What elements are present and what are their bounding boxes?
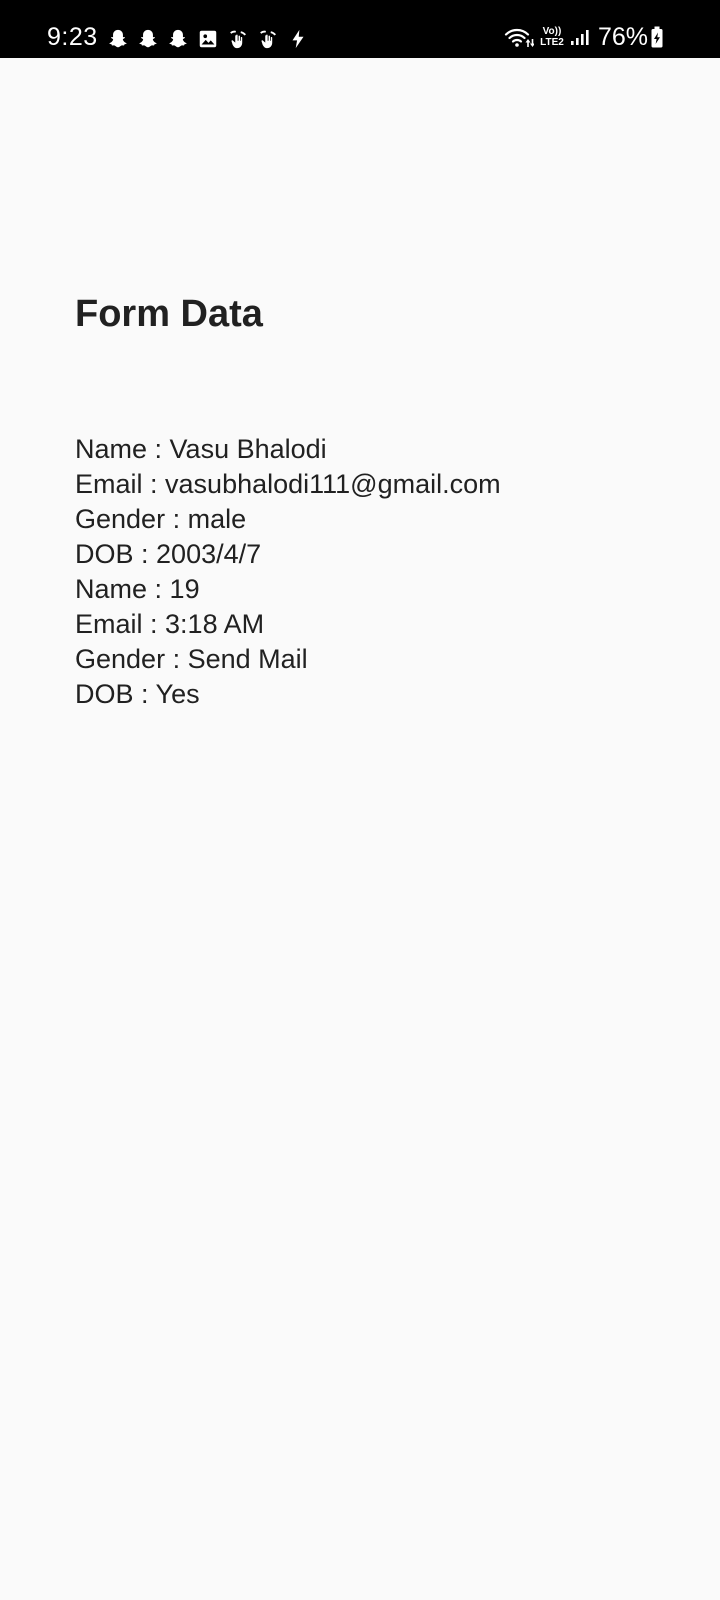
form-data-screen [75, 291, 675, 712]
data-row-name [75, 432, 675, 467]
wifi-icon [504, 26, 534, 48]
lte-label: LTE2 [540, 37, 564, 48]
row-value: Yes [155, 679, 200, 709]
row-label: DOB [75, 679, 134, 709]
row-value: Vasu Bhalodi [169, 434, 327, 464]
row-separator: : [133, 539, 157, 569]
data-row-email [75, 607, 675, 642]
row-label: DOB [75, 539, 134, 569]
battery-charging-icon [651, 26, 663, 48]
notification-icons [107, 26, 317, 52]
data-row-dob [75, 677, 675, 712]
form-data-list [75, 432, 675, 712]
volte-lte-indicator [538, 24, 566, 50]
row-separator: : [147, 434, 170, 464]
row-value: vasubhalodi111@gmail.com [165, 469, 501, 499]
row-separator: : [142, 609, 166, 639]
snapchat-icon [107, 28, 129, 50]
row-value: Send Mail [187, 644, 308, 674]
data-row-gender [75, 502, 675, 537]
data-row-email [75, 467, 675, 502]
row-value: 3:18 AM [165, 609, 265, 639]
row-label: Name [75, 574, 148, 604]
row-label: Gender [75, 504, 166, 534]
row-label: Name [75, 434, 148, 464]
row-label: Email [75, 469, 143, 499]
snapchat-icon [137, 28, 159, 50]
touch-icon [227, 28, 249, 50]
gallery-icon [197, 28, 219, 50]
status-time: 9:23 [47, 23, 98, 51]
status-bar [0, 0, 720, 58]
row-separator: : [142, 469, 166, 499]
page-title: Form Data [75, 293, 263, 335]
flash-icon [287, 28, 309, 50]
row-label: Email [75, 609, 143, 639]
row-separator: : [133, 679, 156, 709]
row-separator: : [165, 644, 188, 674]
data-row-dob [75, 537, 675, 572]
system-icons [504, 22, 663, 52]
snapchat-icon [167, 28, 189, 50]
row-value: 2003/4/7 [156, 539, 262, 569]
row-label: Gender [75, 644, 166, 674]
row-separator: : [165, 504, 188, 534]
data-row-gender [75, 642, 675, 677]
row-value: 19 [169, 574, 200, 604]
row-separator: : [147, 574, 170, 604]
data-row-name [75, 572, 675, 607]
battery-percent: 76% [597, 23, 648, 51]
volte-label: Vo)) [542, 26, 562, 37]
signal-strength-icon [570, 28, 590, 46]
touch-icon [257, 28, 279, 50]
row-value: male [187, 504, 247, 534]
